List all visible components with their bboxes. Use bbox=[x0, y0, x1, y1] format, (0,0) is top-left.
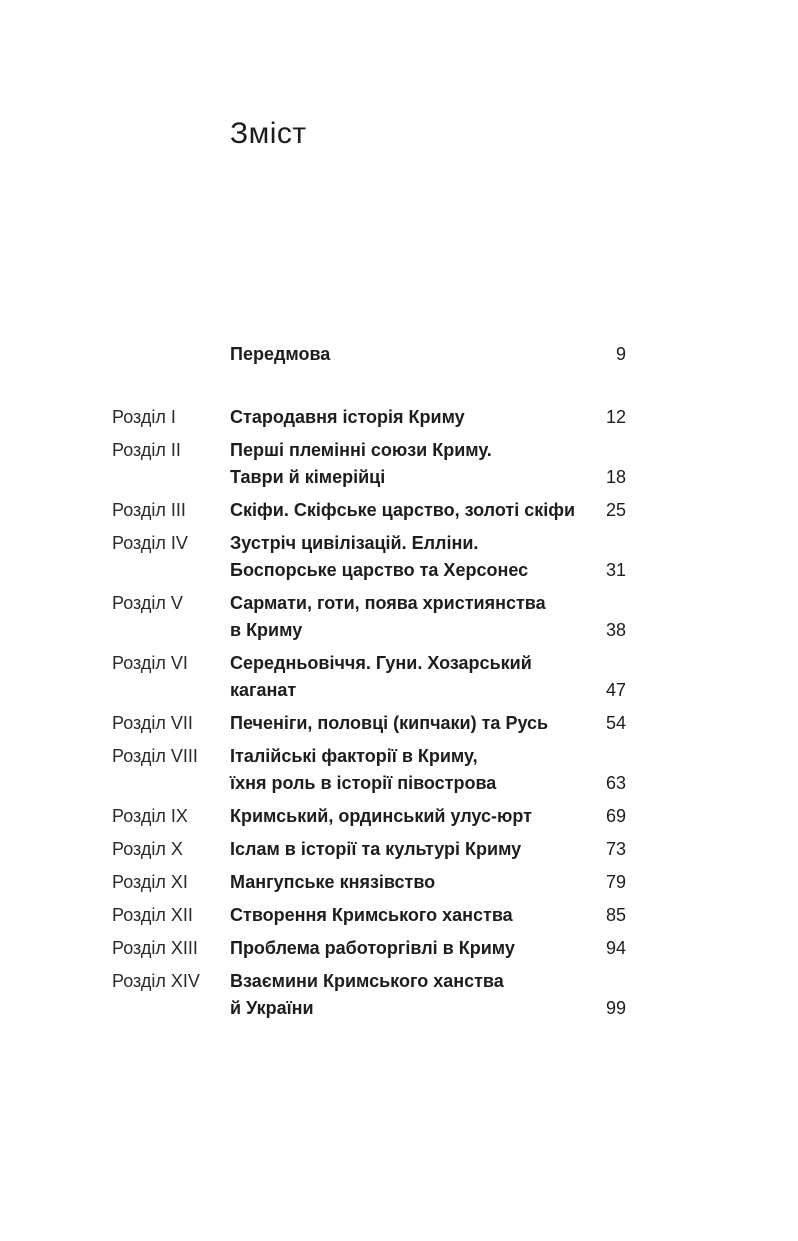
page-number: 54 bbox=[605, 713, 626, 733]
entry-title-line: Скіфи. Скіфське царство, золоті скіфи bbox=[230, 500, 576, 520]
entry-title-line: Зустріч цивілізацій. Елліни. bbox=[230, 533, 479, 553]
entry-title-line: Створення Кримського ханства bbox=[230, 905, 513, 925]
page-number: 38 bbox=[605, 620, 626, 640]
entry-title bbox=[230, 437, 600, 491]
entry-title-line: каганат bbox=[230, 680, 297, 700]
chapter-label: Розділ XII bbox=[112, 905, 193, 925]
page-number: 99 bbox=[605, 998, 626, 1018]
page-number: 63 bbox=[605, 773, 626, 793]
page-number: 31 bbox=[605, 560, 626, 580]
page-number: 69 bbox=[605, 806, 626, 826]
page-number: 18 bbox=[605, 467, 626, 487]
entry-title-line: їхня роль в історії півострова bbox=[230, 773, 497, 793]
entry-title-line: Боспорське царство та Херсонес bbox=[230, 560, 529, 580]
entry-title bbox=[230, 341, 600, 368]
toc-entry[interactable] bbox=[0, 404, 798, 431]
page-title: Зміст bbox=[230, 117, 307, 150]
chapter-label: Розділ IX bbox=[112, 806, 188, 826]
chapter-label: Розділ VI bbox=[112, 653, 188, 673]
entry-title-line: Стародавня історія Криму bbox=[230, 407, 465, 427]
toc-entry[interactable] bbox=[0, 935, 798, 962]
entry-title bbox=[230, 968, 600, 1022]
entry-title-line: Мангупське князівство bbox=[230, 872, 436, 892]
chapter-label: Розділ I bbox=[112, 407, 176, 427]
entry-title-line: Проблема работоргівлі в Криму bbox=[230, 938, 515, 958]
toc-entry[interactable] bbox=[0, 710, 798, 737]
entry-title-line: Італійські факторії в Криму, bbox=[230, 746, 478, 766]
chapter-label: Розділ XIII bbox=[112, 938, 198, 958]
page-number: 9 bbox=[615, 344, 626, 364]
entry-title-line: Таври й кімерійці bbox=[230, 467, 386, 487]
entry-title bbox=[230, 902, 600, 929]
chapter-label: Розділ III bbox=[112, 500, 186, 520]
chapter-label: Розділ II bbox=[112, 440, 181, 460]
page-number: 94 bbox=[605, 938, 626, 958]
toc-entry[interactable] bbox=[0, 497, 798, 524]
entry-title bbox=[230, 935, 600, 962]
entry-title bbox=[230, 497, 600, 524]
entry-title-line: в Криму bbox=[230, 620, 303, 640]
chapter-label: Розділ VII bbox=[112, 713, 193, 733]
chapter-label: Розділ X bbox=[112, 839, 183, 859]
page-number: 47 bbox=[605, 680, 626, 700]
chapter-label: Розділ XIV bbox=[112, 971, 200, 991]
chapter-label: Розділ IV bbox=[112, 533, 188, 553]
toc-entry[interactable] bbox=[0, 341, 798, 368]
page-number: 79 bbox=[605, 872, 626, 892]
entry-title-line: Передмова bbox=[230, 344, 331, 364]
page-number: 73 bbox=[605, 839, 626, 859]
toc-entry[interactable] bbox=[0, 803, 798, 830]
page-number: 12 bbox=[605, 407, 626, 427]
entry-title-line: й України bbox=[230, 998, 314, 1018]
entry-title-line: Взаємини Кримського ханства bbox=[230, 971, 504, 991]
entry-title bbox=[230, 869, 600, 896]
page-number: 25 bbox=[605, 500, 626, 520]
entry-title bbox=[230, 530, 600, 584]
chapter-label: Розділ VIII bbox=[112, 746, 198, 766]
chapter-label: Розділ XI bbox=[112, 872, 188, 892]
toc-entry[interactable] bbox=[0, 437, 798, 491]
toc-entry[interactable] bbox=[0, 836, 798, 863]
toc-entry[interactable] bbox=[0, 530, 798, 584]
toc-entry[interactable] bbox=[0, 902, 798, 929]
toc-entry[interactable] bbox=[0, 869, 798, 896]
toc-entry[interactable] bbox=[0, 743, 798, 797]
entry-title bbox=[230, 836, 600, 863]
entry-title bbox=[230, 743, 600, 797]
toc-entry[interactable] bbox=[0, 590, 798, 644]
entry-title bbox=[230, 650, 600, 704]
entry-title bbox=[230, 803, 600, 830]
entry-title-line: Кримський, ординський улус-юрт bbox=[230, 806, 532, 826]
chapter-label: Розділ V bbox=[112, 593, 183, 613]
page-number: 85 bbox=[605, 905, 626, 925]
entry-title-line: Перші племінні союзи Криму. bbox=[230, 440, 492, 460]
entry-title bbox=[230, 590, 600, 644]
entry-title-line: Сармати, готи, поява християнства bbox=[230, 593, 546, 613]
toc-entry[interactable] bbox=[0, 650, 798, 704]
entry-title-line: Іслам в історії та культурі Криму bbox=[230, 839, 522, 859]
entry-title-line: Середньовіччя. Гуни. Хозарський bbox=[230, 653, 532, 673]
entry-title bbox=[230, 404, 600, 431]
toc-entry[interactable] bbox=[0, 968, 798, 1022]
entry-title-line: Печеніги, половці (кипчаки) та Русь bbox=[230, 713, 549, 733]
entry-title bbox=[230, 710, 600, 737]
